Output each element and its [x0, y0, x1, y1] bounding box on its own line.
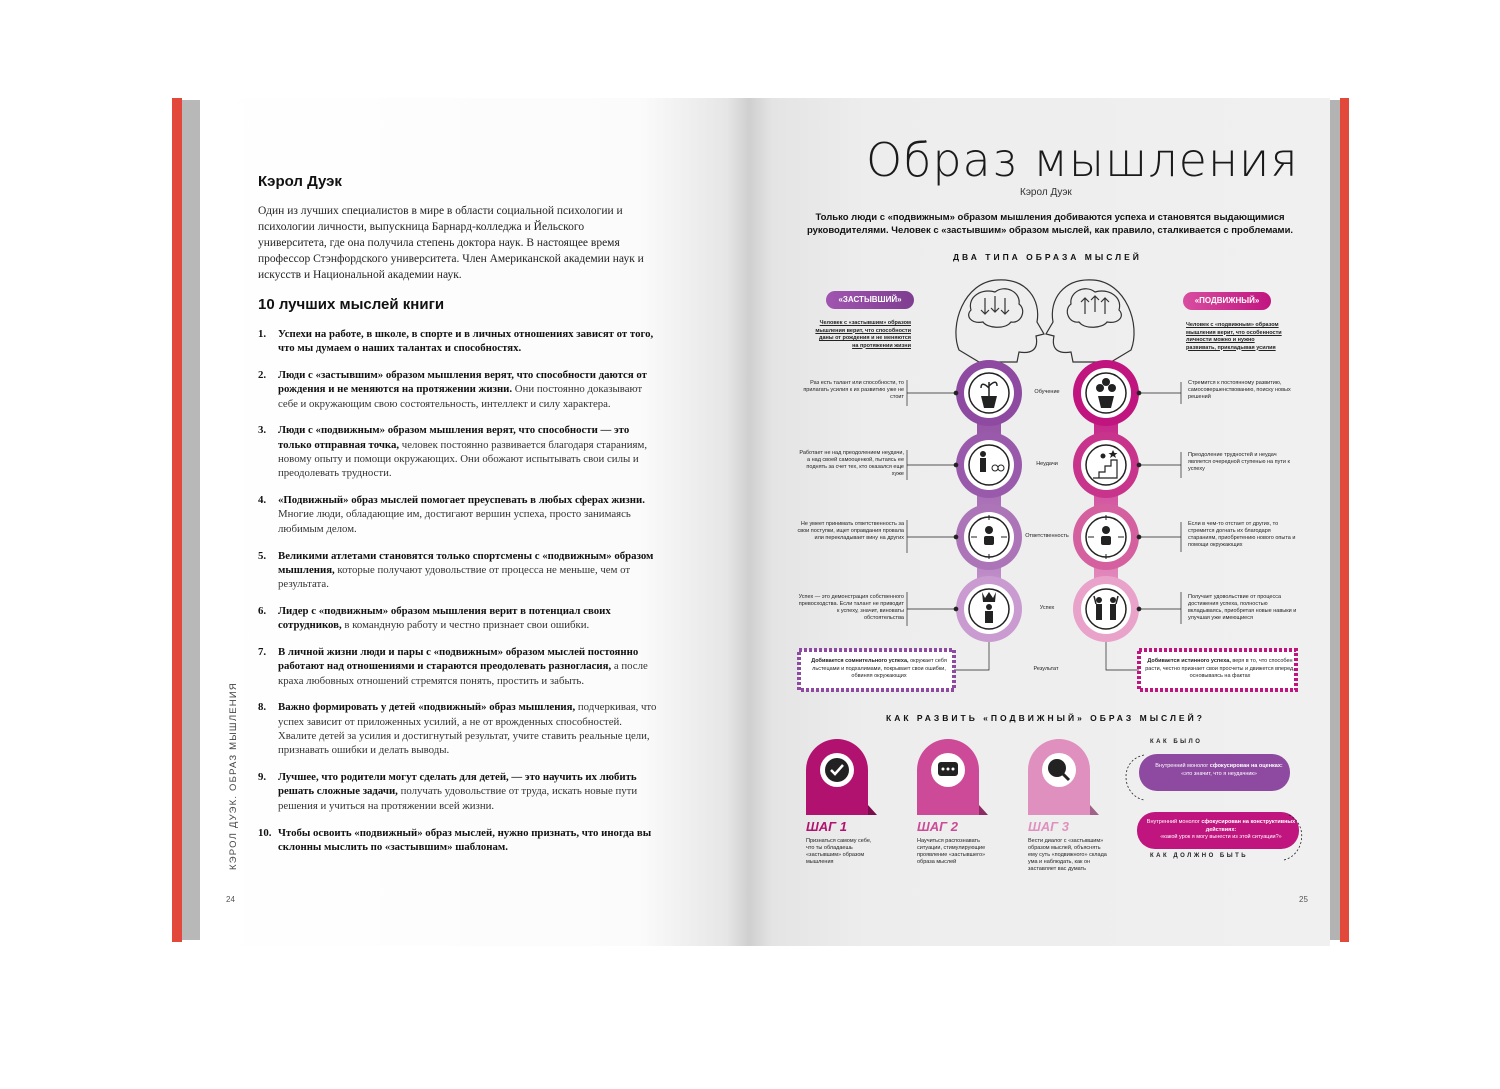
lead-text: Только люди с «подвижным» образом мышления добиваются успеха и становятся выдающимися руководителями. Человек с «застывшим» образом мыслей, как правило, сталкивается с проблемами. [806, 212, 1294, 236]
list-item [258, 368, 658, 411]
item-text: получать удовольствие от труда, искать новые пути решения и учиться на протяжении всей жизни. [278, 785, 638, 812]
step3-text: Вести диалог с «застывшим» образом мыслей, объяснять ему суть «подвижного» склада ума и наблюдать, как он заставляет вас думать [1028, 838, 1107, 872]
running-head: КЭРОЛ ДУЭК. ОБРАЗ МЫШЛЕНИЯ [228, 682, 239, 870]
author-heading: Кэрол Дуэк [258, 173, 342, 190]
item-number: 7. [258, 646, 267, 659]
growth-intro: Человек с «подвижным» образом мышления верит, что особенности личности можно и нужно развивать, прикладывая усилия [1186, 322, 1282, 351]
item-bold-text: Люди с «подвижным» образом мышления верят, что способности — это только отправная точка, [278, 424, 630, 451]
step2-card [917, 739, 988, 815]
was-text [1144, 763, 1294, 778]
item-number: 3. [258, 424, 267, 437]
step2-text: Научиться распознавать ситуации, стимулирующие проявление «застывшего» образа мыслей [917, 838, 986, 865]
book-cover-right-edge [1340, 98, 1349, 942]
item-bold-text: Великими атлетами становятся только спортсмены с «подвижным» образом мышления, [278, 549, 654, 576]
growth-mindset-label: «ПОДВИЖНЫЙ» [1183, 292, 1271, 310]
should-text-bold: сфокусирован на конструктивных действиях: [1199, 819, 1296, 833]
infographic-title: Образ мышления [866, 133, 1299, 187]
item-bold-text: Лучшее, что родители могут сделать для детей, — это научить их любить решать сложные задачи, [278, 771, 637, 798]
step3-title: ШАГ 3 [1028, 819, 1069, 834]
was-text-quote: «это значит, что я неудачник» [1181, 770, 1257, 777]
item-bold-text: Люди с «застывшим» образом мышления верят, что способности даются от рождения и не меняются на протяжении жизни. [278, 369, 647, 396]
should-text-plain: Внутренний монолог [1146, 819, 1200, 825]
should-text-quote: «какой урок я могу вынести из этой ситуации?» [1160, 834, 1282, 840]
should-label: КАК ДОЛЖНО БЫТЬ [1150, 853, 1249, 859]
fixed-point-failure: Работает не над преодолением неудачи, а над своей самооценкой, пытаясь ее поднять за счет тех, кто оказался еще хуже [799, 450, 904, 477]
growth-result-rest: веря в то, что способен расти, честно признает свои просчеты и движется вперед, основываясь на фактах [1145, 658, 1295, 679]
item-text: а после краха любовных отношений стремятся понять, простить и забыть. [278, 660, 648, 687]
page-number-left: 24 [226, 895, 235, 904]
item-number: 4. [258, 494, 267, 507]
growth-result-bold: Добивается истинного успеха, [1147, 658, 1231, 664]
item-number: 10. [258, 826, 272, 839]
item-bold-text: Лидер с «подвижным» образом мышления верит в потенциал своих сотрудников, [278, 604, 611, 632]
section-heading-develop: КАК РАЗВИТЬ «ПОДВИЖНЫЙ» ОБРАЗ МЫСЛЕЙ? [886, 713, 1205, 723]
list-item [258, 493, 658, 536]
step2-title: ШАГ 2 [917, 819, 958, 834]
item-number: 1. [258, 328, 267, 340]
list-item [258, 604, 658, 633]
result-label: Результат [1033, 666, 1059, 672]
item-text: подчеркивая, что успех зависит от приложенных усилий, а не от врожденных способностей. Хвалите детей за усилия и достигнутый результат, учите ставить реальные цели, признавать ошибки и делать выводы. [278, 701, 657, 757]
step1-card [806, 739, 877, 815]
fixed-head-icon [956, 280, 1044, 362]
was-text-bold: сфокусирован на оценках: [1208, 763, 1283, 769]
growth-point-learning: Стремится к постоянному развитию, самосовершенствованию, поиску новых решений [1188, 380, 1291, 400]
fixed-point-success: Успех — это демонстрация собственного превосходства. Если талант не приводит к успеху, значит, виноваты обстоятельства [798, 594, 904, 621]
fixed-point-learning: Раз есть талант или способности, то прилагать усилия к их развитию уже не стоит [803, 380, 904, 400]
category-success: Успех [1039, 605, 1055, 611]
item-text: человек постоянно развивается благодаря стараниям, новому опыту и помощи окружающих. Они обожают испытывать свои силы и преодолевать трудности. [278, 438, 648, 480]
connector-lines [907, 380, 1181, 670]
growth-result-text [1145, 658, 1295, 681]
list-item [258, 770, 658, 813]
book-cover-left-edge [172, 98, 182, 942]
item-bold-text: В личной жизни люди и пары с «подвижным» образом мыслей постоянно работают над отношениями и стараются преодолевать разногласия, [278, 646, 639, 673]
fixed-intro: Человек с «застывшим» образом мышления верит, что способности даны от рождения и не меняются на протяжении жизни [815, 320, 911, 349]
item-text: в командную работу и честно признает свои ошибки. [341, 619, 590, 632]
list-item [258, 423, 658, 480]
list-item [258, 549, 658, 592]
step3-card [1028, 739, 1099, 815]
author-bio: Один из лучших специалистов в мире в области социальной психологии и психологии личности, выпускница Барнард-колледжа и Йельского университета, где она получила степень доктора наук. В настоящее время профессор Стэнфордского университета. Член Американской академии наук и искусств и Национальной академии наук. [258, 205, 644, 281]
category-responsibility: Ответственность [1025, 533, 1069, 539]
growth-head-icon [1046, 280, 1134, 362]
infographic-author: Кэрол Дуэк [1020, 187, 1072, 198]
page-stack-left [182, 100, 200, 940]
item-number: 6. [258, 604, 267, 617]
should-text [1142, 819, 1300, 842]
list-item [258, 700, 658, 757]
category-failure: Неудачи [1036, 461, 1058, 467]
was-label: КАК БЫЛО [1150, 739, 1203, 745]
item-number: 8. [258, 701, 267, 714]
item-bold-text: Важно формировать у детей «подвижный» образ мышления, [278, 701, 576, 714]
page-number-right: 25 [1299, 895, 1308, 904]
item-number: 2. [258, 369, 267, 382]
fixed-result-bold: Добивается сомнительного успеха, [811, 658, 909, 664]
step1-text: Признаться самому себе, что ты обладаешь «застывшим» образом мышления [806, 838, 872, 865]
growth-point-responsibility: Если в чем-то отстает от других, то стремится догнать их благодаря стараниям, приобретению нового опыта и помощи окружающих [1188, 521, 1296, 548]
list-item [258, 327, 658, 356]
growth-point-failure: Преодоление трудностей и неудач является очередной ступенью на пути к успеху [1188, 452, 1290, 472]
list-item [258, 645, 658, 688]
list-item [258, 826, 658, 855]
item-bold-text: Успехи на работе, в школе, в спорте и в личных отношениях зависят от того, что мы думаем о наших талантах и способностях. [278, 328, 654, 355]
item-number: 5. [258, 549, 267, 562]
fixed-mindset-label: «ЗАСТЫВШИЙ» [826, 291, 914, 309]
fixed-result-text [805, 658, 953, 681]
was-text-plain: Внутренний монолог [1155, 763, 1209, 769]
page-stack-right [1330, 100, 1340, 940]
step1-title: ШАГ 1 [806, 819, 847, 834]
fixed-result-rest: окружает себя льстецами и подхалимами, покрывает свои ошибки, обвиняя окружающих [812, 658, 947, 679]
top-thoughts-heading: 10 лучших мыслей книги [258, 296, 445, 313]
item-number: 9. [258, 771, 267, 784]
section-heading-types: ДВА ТИПА ОБРАЗА МЫСЛЕЙ [953, 252, 1142, 262]
item-text: Многие люди, обладающие им, достигают вершин успеха, просто занимаясь любимым делом. [278, 508, 631, 535]
item-bold-text: Чтобы освоить «подвижный» образ мыслей, нужно признать, что иногда вы склонны мыслить по «застывшим» шаблонам. [278, 826, 652, 853]
item-text: которые получают удовольствие от процесса не меньше, чем от результата. [278, 563, 631, 591]
growth-point-success: Получает удовольствие от процесса достижения успеха, полностью вкладываясь, приобретая новые навыки и улучшая уже имеющиеся [1188, 594, 1297, 621]
item-text: Они постоянно доказывают себе и окружающим свою состоятельность, интеллект и силу характера. [278, 383, 643, 410]
fixed-point-responsibility: Не умеет принимать ответственность за свои поступки, ищет оправдания провала или перекладывает вину на других [797, 521, 904, 541]
category-learning: Обучение [1034, 389, 1060, 395]
item-bold-text: «Подвижный» образ мыслей помогает преуспевать в любых сферах жизни. [278, 494, 645, 507]
thoughts-list [258, 327, 658, 867]
mindset-infographic [749, 270, 1330, 890]
